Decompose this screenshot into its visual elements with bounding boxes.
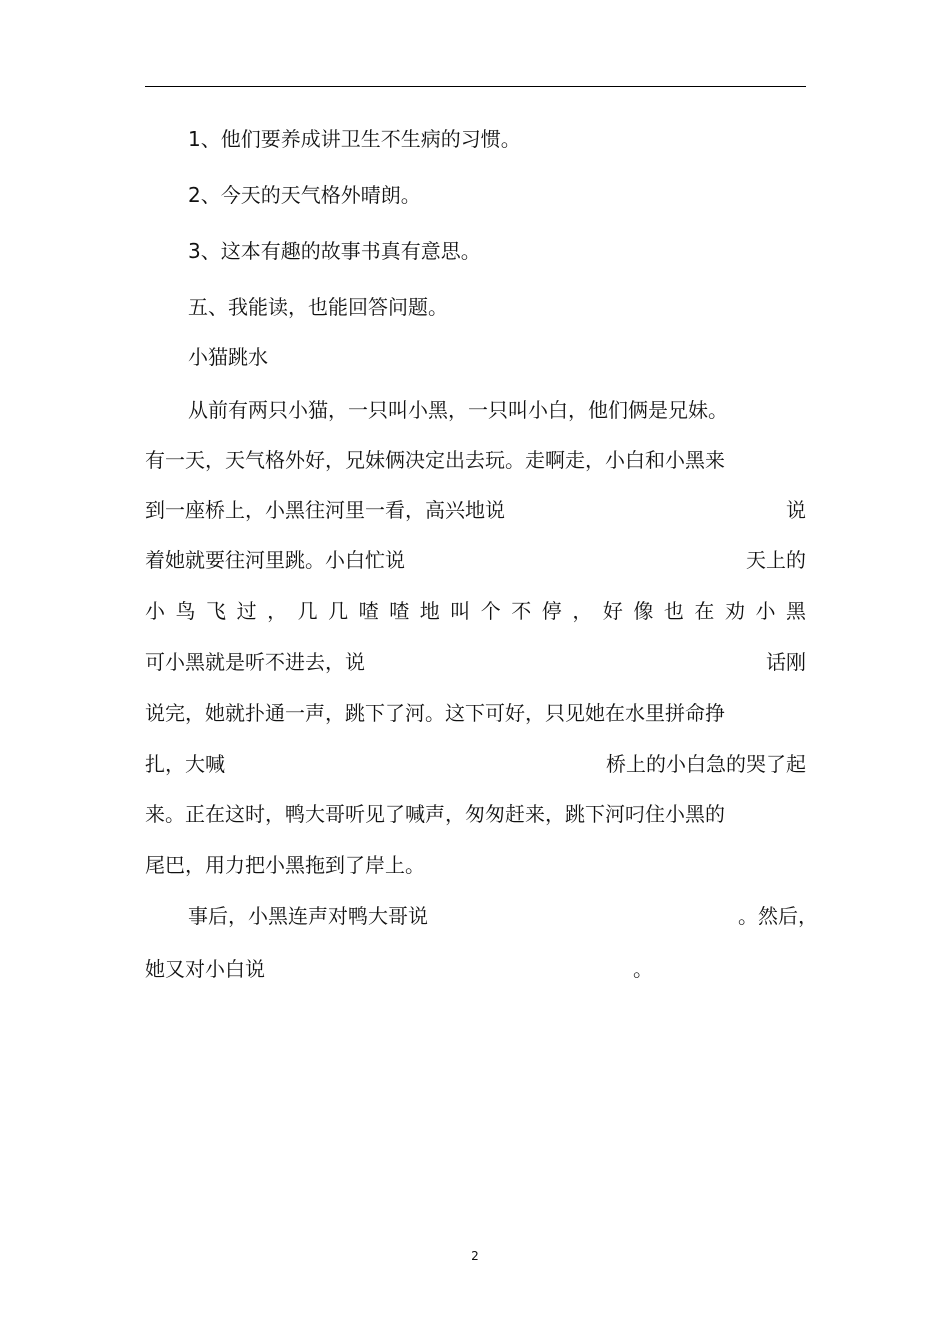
story-line-1: 从前有两只小猫，一只叫小黑，一只叫小白，他们俩是兄妹。 xyxy=(188,398,728,422)
story-line-6-end: 话刚 xyxy=(766,650,806,674)
story-line-11-text: 事后，小黑连声对鸭大哥说 xyxy=(188,904,428,928)
section-heading: 五、我能读，也能回答问题。 xyxy=(188,295,448,319)
story-line-4-end: 天上的 xyxy=(746,548,806,572)
story-line-8-text: 扎，大喊 xyxy=(145,752,225,776)
story-line-11-end: 。然后， xyxy=(738,904,818,928)
story-line-2: 有一天，天气格外好，兄妹俩决定出去玩。走啊走，小白和小黑来 xyxy=(145,448,725,472)
story-line-6 xyxy=(145,647,806,677)
story-line-8 xyxy=(145,749,806,779)
story-line-11 xyxy=(188,901,818,931)
story-line-6-text: 可小黑就是听不进去，说 xyxy=(145,650,365,674)
page-number: 2 xyxy=(471,1249,479,1263)
story-line-7: 说完，她就扑通一声，跳下了河。这下可好，只见她在水里拼命挣 xyxy=(145,701,725,725)
header-rule xyxy=(145,86,806,87)
story-line-4-text: 着她就要往河里跳。小白忙说 xyxy=(145,548,405,572)
story-line-10: 尾巴，用力把小黑拖到了岸上。 xyxy=(145,853,425,877)
sentence-item-2: 2、今天的天气格外晴朗。 xyxy=(188,183,421,207)
story-line-12-end: 。 xyxy=(633,957,653,981)
sentence-item-1: 1、他们要养成讲卫生不生病的习惯。 xyxy=(188,127,521,151)
story-line-5: 小鸟飞过，几几喳喳地叫个不停，好像也在劝小黑 xyxy=(145,599,806,623)
story-title: 小猫跳水 xyxy=(188,345,268,369)
story-line-8-end: 桥上的小白急的哭了起 xyxy=(606,752,806,776)
story-line-3-text: 到一座桥上，小黑往河里一看，高兴地说 xyxy=(145,498,505,522)
story-line-12-text: 她又对小白说 xyxy=(145,957,265,981)
story-line-9: 来。正在这时，鸭大哥听见了喊声，匆匆赶来，跳下河叼住小黑的 xyxy=(145,802,725,826)
story-line-4 xyxy=(145,545,806,575)
story-line-3 xyxy=(145,495,806,525)
story-line-3-end: 说 xyxy=(786,498,806,522)
sentence-item-3: 3、这本有趣的故事书真有意思。 xyxy=(188,239,481,263)
story-line-12 xyxy=(145,954,806,984)
